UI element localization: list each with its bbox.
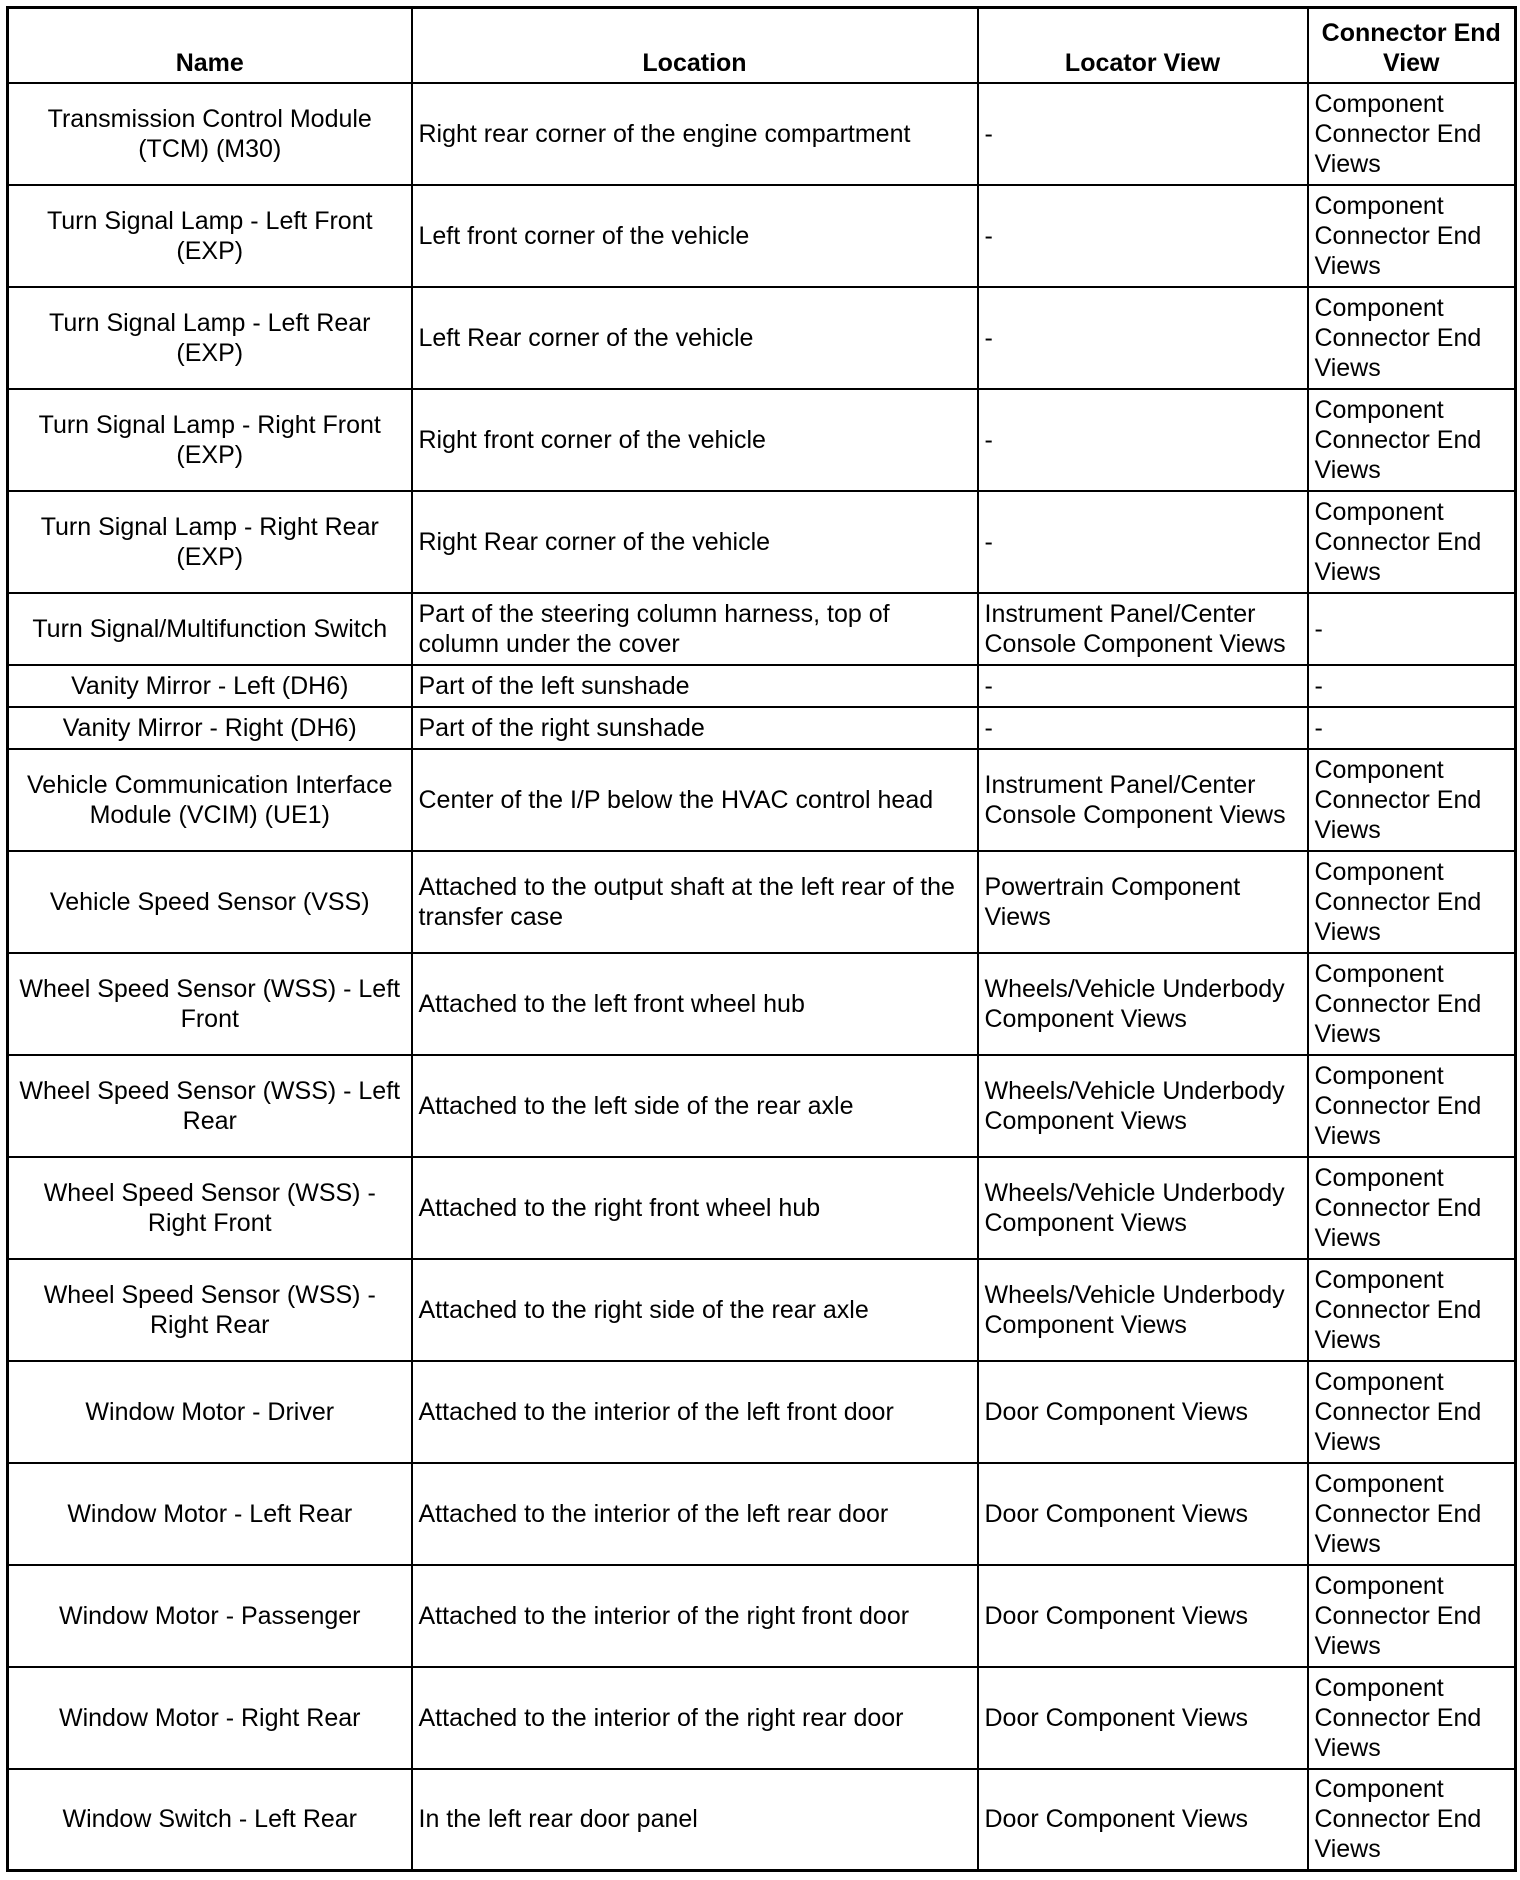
- header-connector-end-view: Connector End View: [1308, 8, 1516, 83]
- header-location: Location: [412, 8, 978, 83]
- cell-name: Window Motor - Right Rear: [8, 1667, 412, 1769]
- table-row: [8, 287, 1516, 389]
- cell-name: Turn Signal Lamp - Right Rear (EXP): [8, 491, 412, 593]
- table-row: [8, 749, 1516, 851]
- cell-locator-view: -: [978, 83, 1308, 185]
- cell-locator-view: Wheels/Vehicle Underbody Component Views: [978, 953, 1308, 1055]
- header-name: Name: [8, 8, 412, 83]
- cell-connector-end-view: -: [1308, 593, 1516, 665]
- cell-location: Right rear corner of the engine compartment: [412, 83, 978, 185]
- cell-connector-end-view: Component Connector End Views: [1308, 1463, 1516, 1565]
- cell-name: Wheel Speed Sensor (WSS) - Left Front: [8, 953, 412, 1055]
- cell-locator-view: -: [978, 389, 1308, 491]
- cell-location: Center of the I/P below the HVAC control head: [412, 749, 978, 851]
- cell-locator-view: -: [978, 665, 1308, 707]
- table-row: [8, 851, 1516, 953]
- cell-locator-view: -: [978, 707, 1308, 749]
- cell-locator-view: -: [978, 287, 1308, 389]
- cell-locator-view: -: [978, 491, 1308, 593]
- cell-connector-end-view: Component Connector End Views: [1308, 749, 1516, 851]
- cell-connector-end-view: Component Connector End Views: [1308, 1667, 1516, 1769]
- table-row: [8, 707, 1516, 749]
- cell-locator-view: Instrument Panel/Center Console Component Views: [978, 749, 1308, 851]
- cell-locator-view: Wheels/Vehicle Underbody Component Views: [978, 1055, 1308, 1157]
- table-row: [8, 185, 1516, 287]
- cell-locator-view: -: [978, 185, 1308, 287]
- table-header-row: [8, 8, 1516, 83]
- table-row: [8, 665, 1516, 707]
- cell-locator-view: Door Component Views: [978, 1565, 1308, 1667]
- cell-location: Attached to the interior of the left rear door: [412, 1463, 978, 1565]
- table-row: [8, 491, 1516, 593]
- cell-location: Part of the right sunshade: [412, 707, 978, 749]
- cell-connector-end-view: Component Connector End Views: [1308, 1157, 1516, 1259]
- cell-location: Attached to the left side of the rear axle: [412, 1055, 978, 1157]
- cell-locator-view: Wheels/Vehicle Underbody Component Views: [978, 1157, 1308, 1259]
- cell-locator-view: Door Component Views: [978, 1667, 1308, 1769]
- table-row: [8, 593, 1516, 665]
- table-row: [8, 1667, 1516, 1769]
- table-row: [8, 1769, 1516, 1871]
- cell-connector-end-view: Component Connector End Views: [1308, 83, 1516, 185]
- cell-name: Turn Signal/Multifunction Switch: [8, 593, 412, 665]
- cell-connector-end-view: Component Connector End Views: [1308, 851, 1516, 953]
- cell-name: Vehicle Speed Sensor (VSS): [8, 851, 412, 953]
- cell-location: Attached to the interior of the left front door: [412, 1361, 978, 1463]
- table-row: [8, 1157, 1516, 1259]
- cell-locator-view: Powertrain Component Views: [978, 851, 1308, 953]
- cell-connector-end-view: -: [1308, 707, 1516, 749]
- cell-connector-end-view: -: [1308, 665, 1516, 707]
- cell-connector-end-view: Component Connector End Views: [1308, 287, 1516, 389]
- table-row: [8, 1259, 1516, 1361]
- cell-location: Attached to the right front wheel hub: [412, 1157, 978, 1259]
- cell-connector-end-view: Component Connector End Views: [1308, 1361, 1516, 1463]
- cell-location: Attached to the interior of the right rear door: [412, 1667, 978, 1769]
- component-locator-table-page: [6, 6, 1517, 1872]
- cell-name: Vehicle Communication Interface Module (VCIM) (UE1): [8, 749, 412, 851]
- table-row: [8, 389, 1516, 491]
- cell-connector-end-view: Component Connector End Views: [1308, 1769, 1516, 1871]
- cell-connector-end-view: Component Connector End Views: [1308, 1259, 1516, 1361]
- cell-name: Turn Signal Lamp - Left Rear (EXP): [8, 287, 412, 389]
- cell-location: Part of the left sunshade: [412, 665, 978, 707]
- cell-connector-end-view: Component Connector End Views: [1308, 389, 1516, 491]
- cell-name: Window Motor - Left Rear: [8, 1463, 412, 1565]
- table-row: [8, 1361, 1516, 1463]
- cell-locator-view: Door Component Views: [978, 1769, 1308, 1871]
- cell-name: Wheel Speed Sensor (WSS) - Right Rear: [8, 1259, 412, 1361]
- cell-name: Vanity Mirror - Right (DH6): [8, 707, 412, 749]
- component-locator-table: [6, 6, 1517, 1872]
- cell-connector-end-view: Component Connector End Views: [1308, 1055, 1516, 1157]
- cell-name: Window Motor - Driver: [8, 1361, 412, 1463]
- header-locator-view: Locator View: [978, 8, 1308, 83]
- cell-location: Left front corner of the vehicle: [412, 185, 978, 287]
- cell-locator-view: Door Component Views: [978, 1463, 1308, 1565]
- cell-location: In the left rear door panel: [412, 1769, 978, 1871]
- cell-location: Attached to the left front wheel hub: [412, 953, 978, 1055]
- cell-name: Turn Signal Lamp - Left Front (EXP): [8, 185, 412, 287]
- cell-name: Transmission Control Module (TCM) (M30): [8, 83, 412, 185]
- cell-name: Window Motor - Passenger: [8, 1565, 412, 1667]
- cell-connector-end-view: Component Connector End Views: [1308, 953, 1516, 1055]
- cell-location: Attached to the output shaft at the left rear of the transfer case: [412, 851, 978, 953]
- cell-location: Right front corner of the vehicle: [412, 389, 978, 491]
- cell-location: Right Rear corner of the vehicle: [412, 491, 978, 593]
- cell-location: Left Rear corner of the vehicle: [412, 287, 978, 389]
- cell-connector-end-view: Component Connector End Views: [1308, 185, 1516, 287]
- cell-name: Wheel Speed Sensor (WSS) - Right Front: [8, 1157, 412, 1259]
- cell-name: Window Switch - Left Rear: [8, 1769, 412, 1871]
- table-row: [8, 1055, 1516, 1157]
- table-row: [8, 1463, 1516, 1565]
- cell-name: Wheel Speed Sensor (WSS) - Left Rear: [8, 1055, 412, 1157]
- cell-locator-view: Instrument Panel/Center Console Component Views: [978, 593, 1308, 665]
- table-row: [8, 953, 1516, 1055]
- cell-locator-view: Door Component Views: [978, 1361, 1308, 1463]
- cell-locator-view: Wheels/Vehicle Underbody Component Views: [978, 1259, 1308, 1361]
- table-row: [8, 1565, 1516, 1667]
- table-row: [8, 83, 1516, 185]
- cell-name: Vanity Mirror - Left (DH6): [8, 665, 412, 707]
- cell-connector-end-view: Component Connector End Views: [1308, 1565, 1516, 1667]
- cell-location: Attached to the right side of the rear axle: [412, 1259, 978, 1361]
- cell-name: Turn Signal Lamp - Right Front (EXP): [8, 389, 412, 491]
- cell-location: Attached to the interior of the right front door: [412, 1565, 978, 1667]
- cell-connector-end-view: Component Connector End Views: [1308, 491, 1516, 593]
- cell-location: Part of the steering column harness, top of column under the cover: [412, 593, 978, 665]
